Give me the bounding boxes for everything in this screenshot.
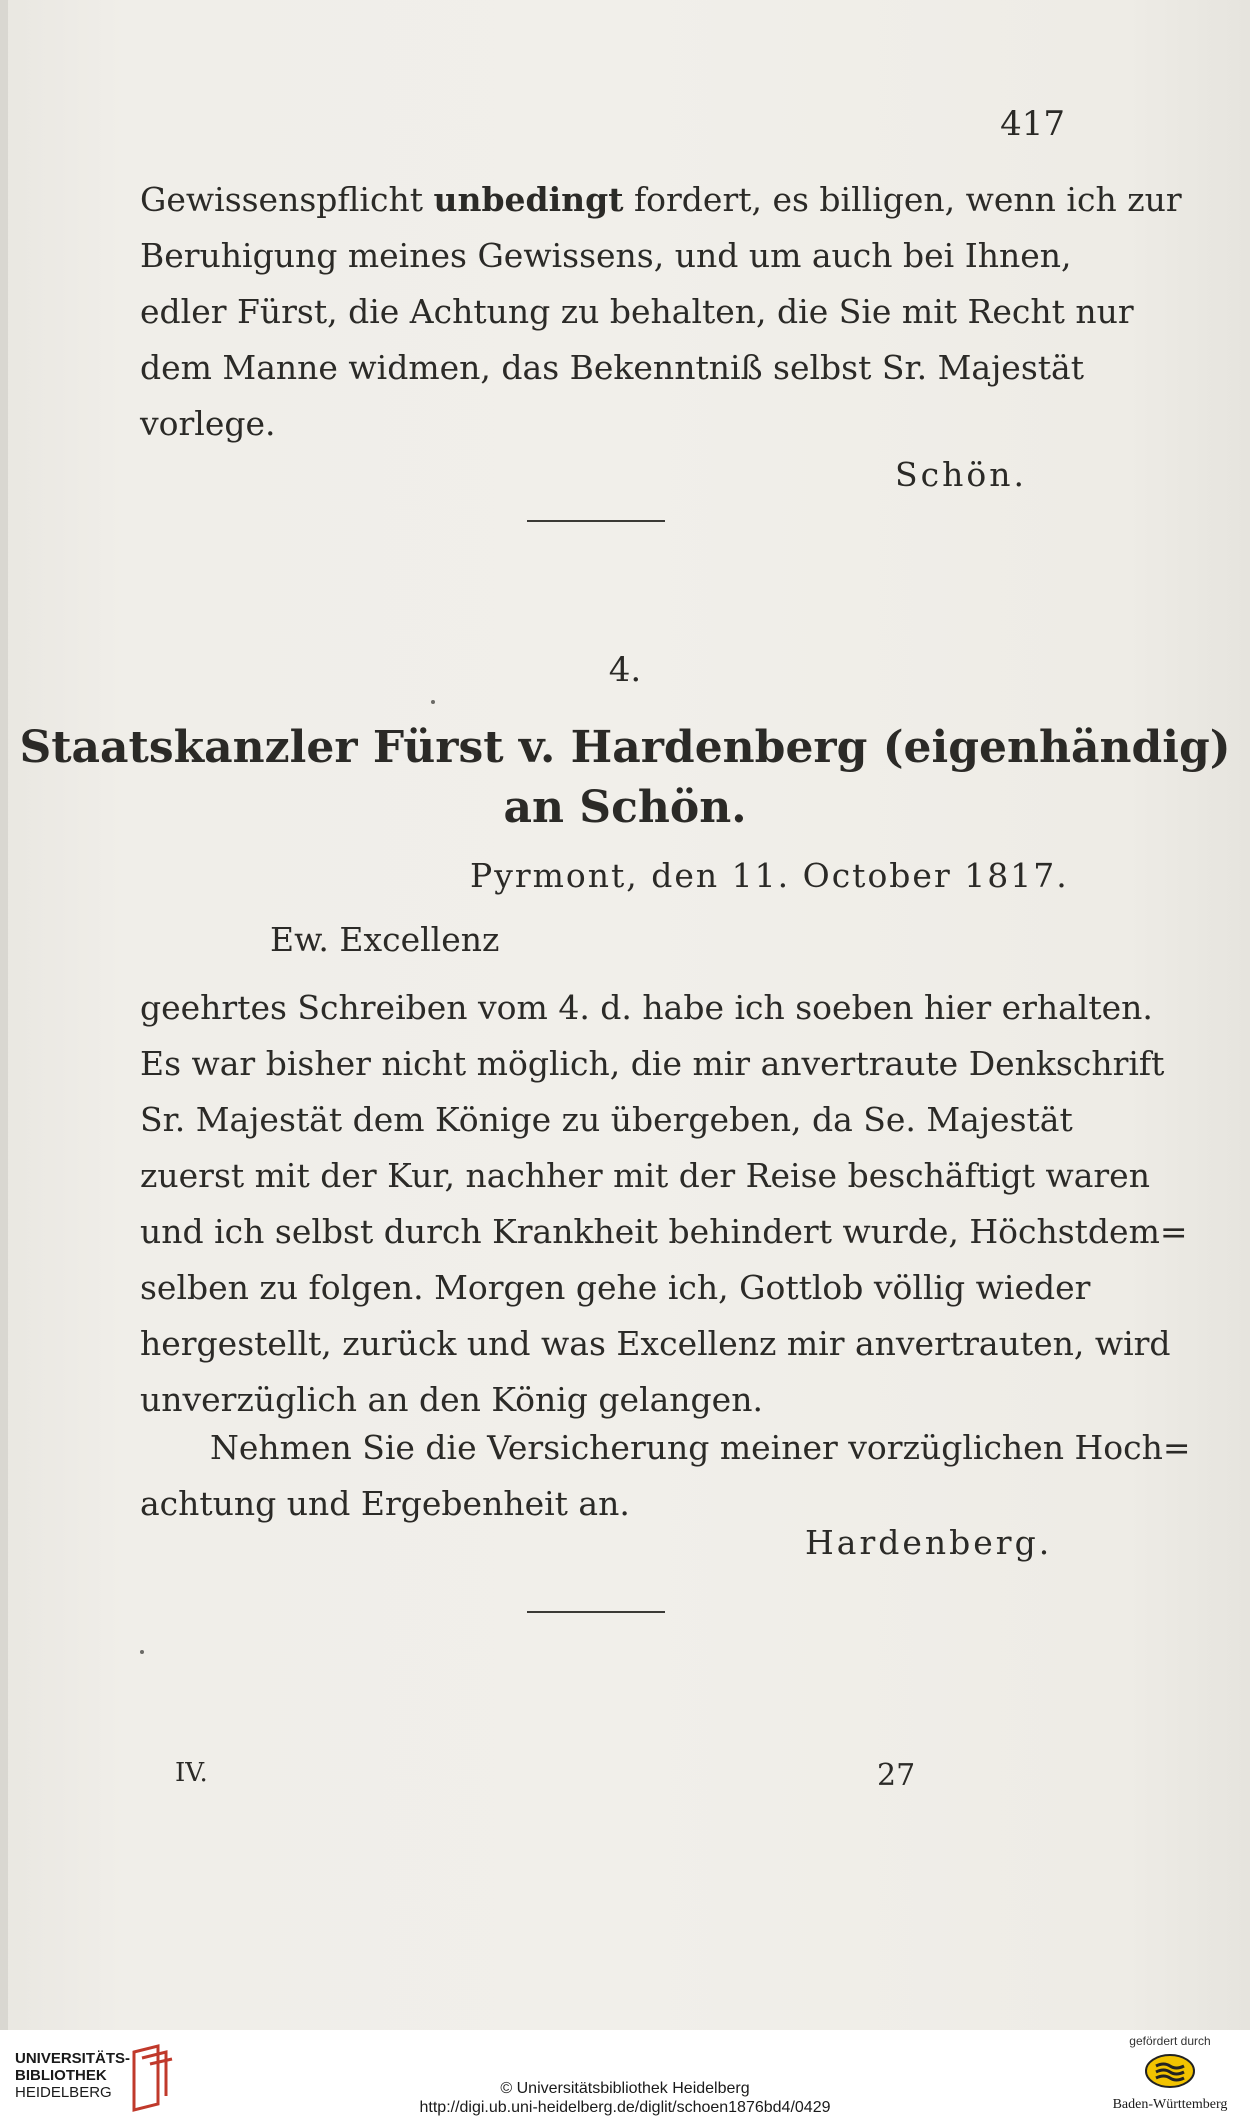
paragraph-line: achtung und Ergebenheit an. [140,1484,630,1523]
permalink-url[interactable]: http://digi.ub.uni-heidelberg.de/diglit/schoen1876bd4/0429 [419,2099,831,2116]
paragraph-line: Es war bisher nicht möglich, die mir anvertraute Denkschrift [140,1044,1165,1083]
paragraph-line: selben zu folgen. Morgen gehe ich, Gottlob völlig wieder [140,1268,1091,1307]
paragraph-line: Nehmen Sie die Versicherung meiner vorzüglichen Hoch= [210,1428,1191,1467]
library-logo-text: UNIVERSITÄTS- BIBLIOTHEK HEIDELBERG [15,2050,131,2101]
dateline: Pyrmont, den 11. October 1817. [470,856,1069,895]
paragraph-line: unverzüglich an den König gelangen. [140,1380,763,1419]
paragraph-line: hergestellt, zurück und was Excellenz mir anvertrauten, wird [140,1324,1171,1363]
divider-rule [527,520,665,522]
paragraph-line: dem Manne widmen, das Bekenntniß selbst Sr. Majestät [140,348,1084,387]
signature-schoen: Schön. [895,455,1027,494]
paragraph-line: Gewissenspflicht unbedingt fordert, es billigen, wenn ich zur [140,180,1182,219]
sheet-number: 27 [877,1758,916,1793]
funder-name: Baden-Württemberg [1112,2097,1228,2112]
print-speck [140,1650,144,1654]
paragraph-line: geehrtes Schreiben vom 4. d. habe ich soeben hier erhalten. [140,988,1153,1027]
first-paragraph [140,172,1182,452]
salutation: Ew. Excellenz [270,920,500,959]
section-heading-line-2: an Schön. [503,782,747,833]
volume-signature: IV. [175,1758,208,1788]
paragraph-line: edler Fürst, die Achtung zu behalten, die Sie mit Recht nur [140,292,1134,331]
paragraph-line: Sr. Majestät dem Könige zu übergeben, da Se. Majestät [140,1100,1073,1139]
divider-rule [527,1611,665,1613]
funded-by-label: gefördert durch [1129,2034,1211,2048]
letter-paragraph-1 [140,980,1188,1428]
section-heading-line-1: Staatskanzler Fürst v. Hardenberg (eigenhändig) [19,722,1231,773]
letter-paragraph-2 [140,1420,1191,1532]
print-speck [431,700,435,704]
paragraph-line: Beruhigung meines Gewissens, und um auch bei Ihnen, [140,236,1072,275]
paragraph-line: zuerst mit der Kur, nachher mit der Reise beschäftigt waren [140,1156,1150,1195]
page-edge [0,0,8,2030]
signature-hardenberg: Hardenberg. [805,1523,1053,1562]
page-number: 417 [1000,104,1065,144]
section-number: 4. [608,650,642,690]
paragraph-line: und ich selbst durch Krankheit behindert wurde, Höchstdem= [140,1212,1188,1251]
copyright-text: © Universitätsbibliothek Heidelberg [500,2080,750,2097]
paragraph-line: vorlege. [140,404,276,443]
state-emblem-icon [1144,2054,1196,2088]
emphasized-word: unbedingt [433,180,624,219]
